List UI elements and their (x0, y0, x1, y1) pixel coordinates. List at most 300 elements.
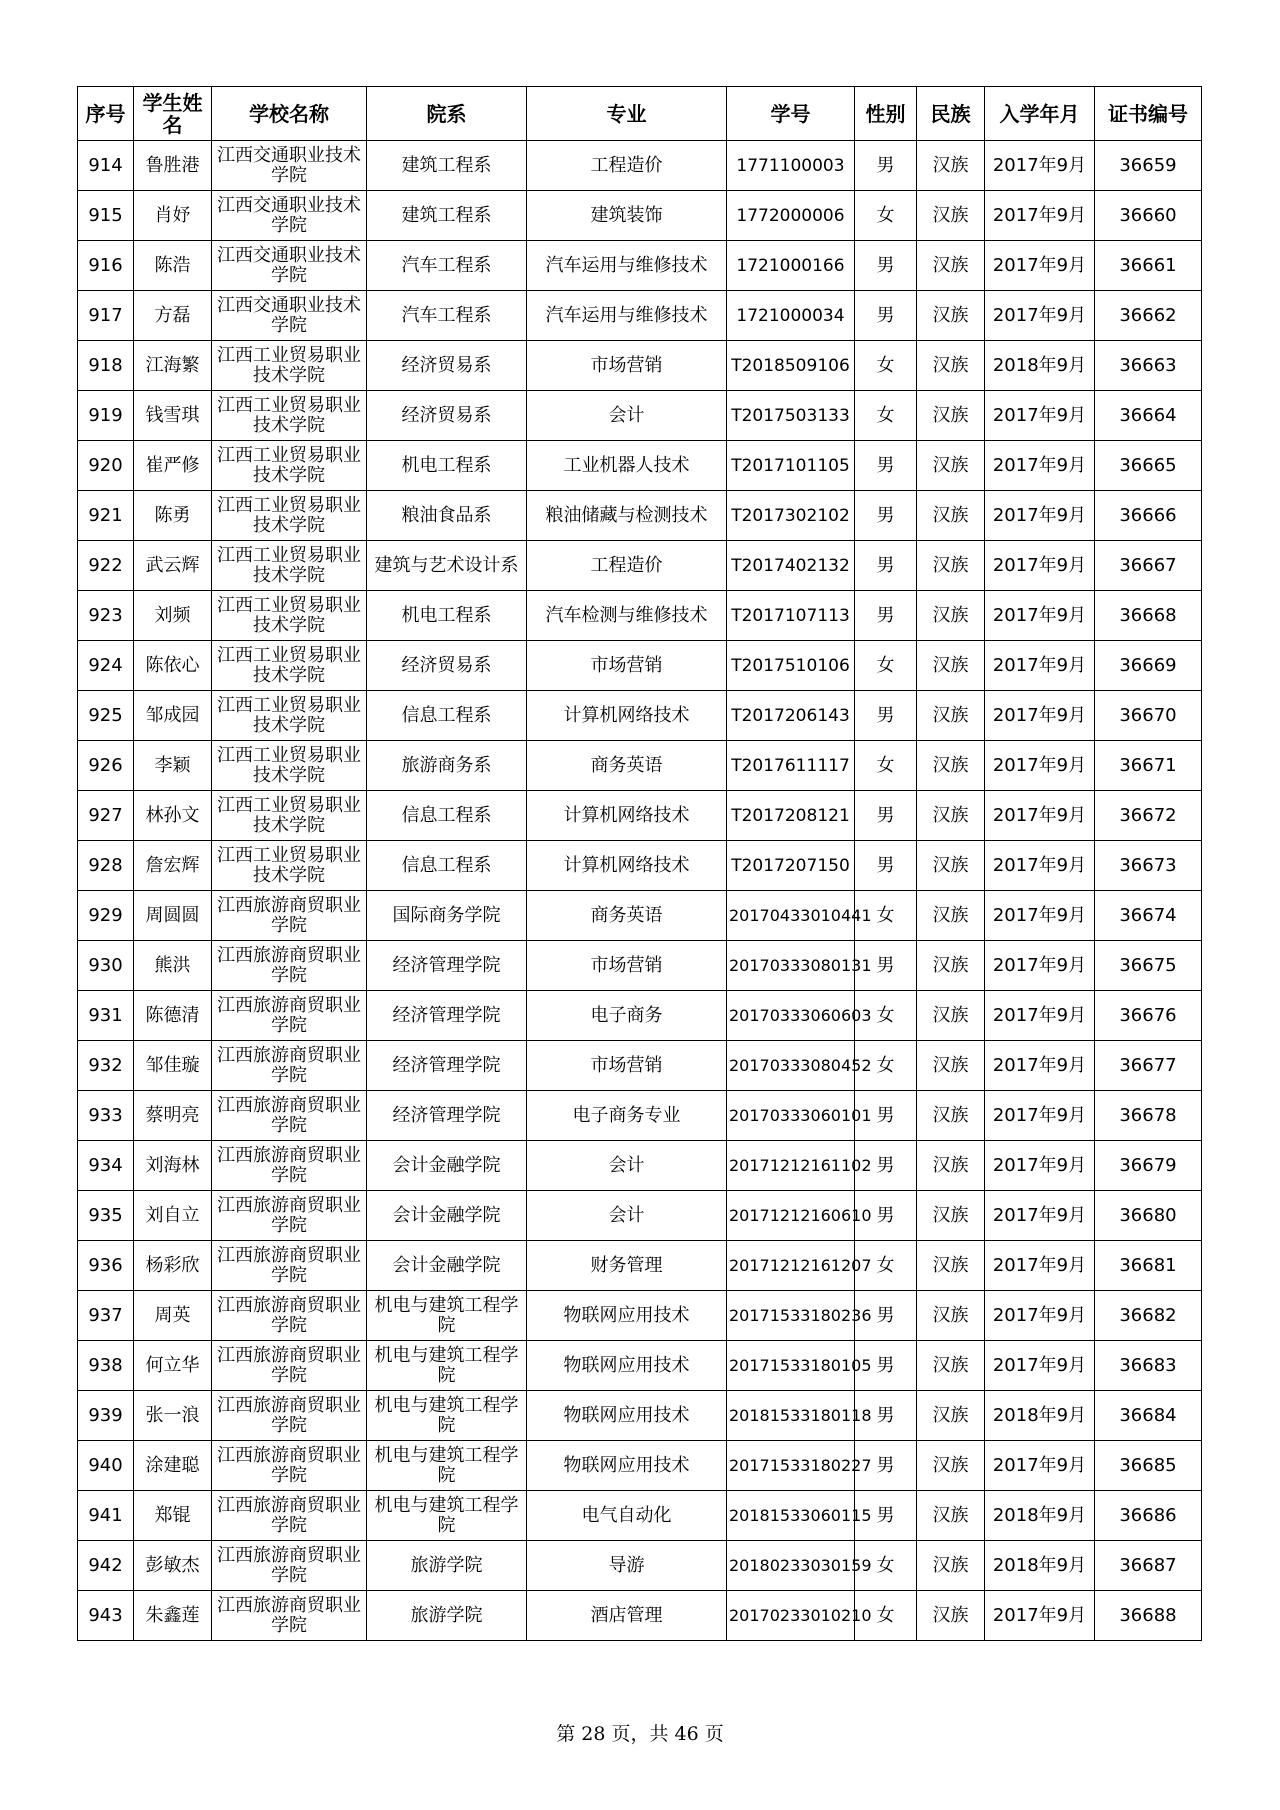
cell-index: 939 (78, 1391, 134, 1441)
cell-certificate-no: 36673 (1095, 841, 1202, 891)
cell-student-name: 杨彩欣 (134, 1241, 212, 1291)
cell-ethnicity: 汉族 (917, 341, 985, 391)
cell-enrollment: 2017年9月 (985, 891, 1095, 941)
cell-gender: 女 (855, 191, 917, 241)
cell-major: 电气自动化 (527, 1491, 727, 1541)
table-row (78, 591, 1202, 641)
table-row (78, 141, 1202, 191)
cell-student-id: 20170333080131 (727, 941, 855, 991)
cell-school: 江西工业贸易职业技术学院 (212, 491, 367, 541)
cell-school: 江西工业贸易职业技术学院 (212, 441, 367, 491)
cell-index: 937 (78, 1291, 134, 1341)
cell-enrollment: 2017年9月 (985, 1241, 1095, 1291)
cell-major: 汽车运用与维修技术 (527, 291, 727, 341)
header-cell: 专业 (527, 87, 727, 141)
cell-student-name: 周圆圆 (134, 891, 212, 941)
table-row (78, 691, 1202, 741)
cell-school: 江西交通职业技术学院 (212, 291, 367, 341)
cell-enrollment: 2017年9月 (985, 691, 1095, 741)
cell-major: 物联网应用技术 (527, 1291, 727, 1341)
cell-enrollment: 2017年9月 (985, 1191, 1095, 1241)
cell-school: 江西旅游商贸职业学院 (212, 1041, 367, 1091)
table-row (78, 741, 1202, 791)
cell-department: 经济贸易系 (367, 391, 527, 441)
cell-gender: 男 (855, 1441, 917, 1491)
header-cell: 证书编号 (1095, 87, 1202, 141)
cell-department: 机电与建筑工程学院 (367, 1441, 527, 1491)
cell-certificate-no: 36679 (1095, 1141, 1202, 1191)
cell-major: 计算机网络技术 (527, 691, 727, 741)
cell-student-id: 20180233030159 (727, 1541, 855, 1591)
cell-ethnicity: 汉族 (917, 1341, 985, 1391)
cell-gender: 男 (855, 841, 917, 891)
cell-index: 927 (78, 791, 134, 841)
cell-gender: 女 (855, 1541, 917, 1591)
cell-department: 旅游商务系 (367, 741, 527, 791)
cell-certificate-no: 36672 (1095, 791, 1202, 841)
cell-school: 江西旅游商贸职业学院 (212, 1091, 367, 1141)
cell-ethnicity: 汉族 (917, 1241, 985, 1291)
cell-gender: 女 (855, 341, 917, 391)
table-row (78, 1541, 1202, 1591)
cell-index: 920 (78, 441, 134, 491)
cell-ethnicity: 汉族 (917, 1591, 985, 1641)
cell-gender: 男 (855, 491, 917, 541)
cell-department: 汽车工程系 (367, 291, 527, 341)
cell-department: 经济管理学院 (367, 1091, 527, 1141)
cell-school: 江西工业贸易职业技术学院 (212, 541, 367, 591)
cell-ethnicity: 汉族 (917, 291, 985, 341)
cell-student-id: 20170433010441 (727, 891, 855, 941)
cell-department: 建筑工程系 (367, 141, 527, 191)
table-row (78, 291, 1202, 341)
cell-certificate-no: 36666 (1095, 491, 1202, 541)
cell-major: 会计 (527, 391, 727, 441)
cell-student-name: 崔严修 (134, 441, 212, 491)
cell-enrollment: 2017年9月 (985, 1041, 1095, 1091)
cell-enrollment: 2017年9月 (985, 841, 1095, 891)
table-row (78, 1041, 1202, 1091)
cell-major: 汽车检测与维修技术 (527, 591, 727, 641)
cell-major: 市场营销 (527, 1041, 727, 1091)
cell-ethnicity: 汉族 (917, 491, 985, 541)
cell-certificate-no: 36680 (1095, 1191, 1202, 1241)
cell-ethnicity: 汉族 (917, 691, 985, 741)
cell-gender: 男 (855, 1191, 917, 1241)
cell-gender: 女 (855, 741, 917, 791)
cell-enrollment: 2017年9月 (985, 1141, 1095, 1191)
cell-school: 江西旅游商贸职业学院 (212, 1491, 367, 1541)
cell-ethnicity: 汉族 (917, 891, 985, 941)
cell-enrollment: 2017年9月 (985, 141, 1095, 191)
table-row (78, 941, 1202, 991)
table-row (78, 1191, 1202, 1241)
cell-school: 江西旅游商贸职业学院 (212, 1541, 367, 1591)
cell-student-id: T2017207150 (727, 841, 855, 891)
cell-ethnicity: 汉族 (917, 141, 985, 191)
cell-major: 物联网应用技术 (527, 1341, 727, 1391)
cell-student-id: T2017611117 (727, 741, 855, 791)
cell-ethnicity: 汉族 (917, 791, 985, 841)
cell-major: 电子商务专业 (527, 1091, 727, 1141)
cell-student-name: 何立华 (134, 1341, 212, 1391)
cell-student-name: 周英 (134, 1291, 212, 1341)
table-row (78, 241, 1202, 291)
cell-certificate-no: 36678 (1095, 1091, 1202, 1141)
cell-index: 934 (78, 1141, 134, 1191)
cell-certificate-no: 36660 (1095, 191, 1202, 241)
cell-student-id: 20171212161207 (727, 1241, 855, 1291)
table-row (78, 791, 1202, 841)
cell-department: 信息工程系 (367, 841, 527, 891)
cell-ethnicity: 汉族 (917, 1391, 985, 1441)
cell-ethnicity: 汉族 (917, 1291, 985, 1341)
table-row (78, 991, 1202, 1041)
cell-major: 市场营销 (527, 341, 727, 391)
cell-certificate-no: 36659 (1095, 141, 1202, 191)
cell-ethnicity: 汉族 (917, 1441, 985, 1491)
cell-student-id: T2017107113 (727, 591, 855, 641)
cell-department: 经济管理学院 (367, 991, 527, 1041)
cell-student-name: 郑锟 (134, 1491, 212, 1541)
cell-department: 会计金融学院 (367, 1141, 527, 1191)
cell-gender: 女 (855, 1041, 917, 1091)
table-row (78, 641, 1202, 691)
table-row (78, 541, 1202, 591)
cell-index: 931 (78, 991, 134, 1041)
cell-ethnicity: 汉族 (917, 1491, 985, 1541)
cell-department: 经济贸易系 (367, 641, 527, 691)
table-row (78, 341, 1202, 391)
cell-certificate-no: 36665 (1095, 441, 1202, 491)
cell-department: 建筑与艺术设计系 (367, 541, 527, 591)
cell-index: 925 (78, 691, 134, 741)
cell-ethnicity: 汉族 (917, 1041, 985, 1091)
cell-school: 江西旅游商贸职业学院 (212, 891, 367, 941)
cell-student-name: 蔡明亮 (134, 1091, 212, 1141)
cell-enrollment: 2018年9月 (985, 1391, 1095, 1441)
cell-school: 江西旅游商贸职业学院 (212, 1291, 367, 1341)
cell-student-name: 李颖 (134, 741, 212, 791)
cell-enrollment: 2017年9月 (985, 791, 1095, 841)
header-cell: 学校名称 (212, 87, 367, 141)
cell-student-id: 20170333060101 (727, 1091, 855, 1141)
cell-enrollment: 2017年9月 (985, 1591, 1095, 1641)
cell-ethnicity: 汉族 (917, 841, 985, 891)
cell-enrollment: 2017年9月 (985, 941, 1095, 991)
cell-student-name: 陈依心 (134, 641, 212, 691)
cell-ethnicity: 汉族 (917, 741, 985, 791)
cell-enrollment: 2017年9月 (985, 291, 1095, 341)
cell-student-name: 熊洪 (134, 941, 212, 991)
cell-student-name: 刘自立 (134, 1191, 212, 1241)
cell-ethnicity: 汉族 (917, 941, 985, 991)
table-row (78, 1591, 1202, 1641)
cell-department: 经济贸易系 (367, 341, 527, 391)
cell-major: 酒店管理 (527, 1591, 727, 1641)
cell-index: 919 (78, 391, 134, 441)
cell-enrollment: 2018年9月 (985, 341, 1095, 391)
cell-gender: 女 (855, 1591, 917, 1641)
cell-school: 江西交通职业技术学院 (212, 141, 367, 191)
cell-department: 信息工程系 (367, 691, 527, 741)
cell-ethnicity: 汉族 (917, 591, 985, 641)
table-row (78, 891, 1202, 941)
table-row (78, 491, 1202, 541)
cell-department: 机电与建筑工程学院 (367, 1491, 527, 1541)
cell-major: 计算机网络技术 (527, 791, 727, 841)
table-row (78, 1091, 1202, 1141)
cell-student-name: 武云辉 (134, 541, 212, 591)
cell-index: 930 (78, 941, 134, 991)
cell-ethnicity: 汉族 (917, 241, 985, 291)
cell-department: 机电工程系 (367, 591, 527, 641)
table-row (78, 1241, 1202, 1291)
cell-index: 935 (78, 1191, 134, 1241)
cell-enrollment: 2017年9月 (985, 741, 1095, 791)
cell-school: 江西旅游商贸职业学院 (212, 1591, 367, 1641)
cell-student-id: T2017208121 (727, 791, 855, 841)
cell-gender: 男 (855, 1291, 917, 1341)
cell-ethnicity: 汉族 (917, 991, 985, 1041)
cell-major: 市场营销 (527, 941, 727, 991)
table-body (78, 141, 1202, 1641)
cell-student-id: T2018509106 (727, 341, 855, 391)
cell-gender: 男 (855, 141, 917, 191)
cell-department: 机电与建筑工程学院 (367, 1391, 527, 1441)
table-row (78, 441, 1202, 491)
cell-student-name: 方磊 (134, 291, 212, 341)
cell-index: 914 (78, 141, 134, 191)
cell-student-id: 1721000166 (727, 241, 855, 291)
cell-student-name: 肖妤 (134, 191, 212, 241)
cell-certificate-no: 36662 (1095, 291, 1202, 341)
cell-gender: 男 (855, 691, 917, 741)
cell-student-name: 钱雪琪 (134, 391, 212, 441)
cell-ethnicity: 汉族 (917, 641, 985, 691)
cell-student-name: 陈德清 (134, 991, 212, 1041)
cell-department: 旅游学院 (367, 1541, 527, 1591)
cell-department: 旅游学院 (367, 1591, 527, 1641)
cell-school: 江西工业贸易职业技术学院 (212, 391, 367, 441)
header-cell: 入学年月 (985, 87, 1095, 141)
cell-index: 916 (78, 241, 134, 291)
cell-index: 942 (78, 1541, 134, 1591)
cell-student-name: 彭敏杰 (134, 1541, 212, 1591)
cell-ethnicity: 汉族 (917, 1141, 985, 1191)
cell-ethnicity: 汉族 (917, 1191, 985, 1241)
cell-school: 江西工业贸易职业技术学院 (212, 791, 367, 841)
cell-school: 江西工业贸易职业技术学院 (212, 341, 367, 391)
cell-student-id: 20171533180105 (727, 1341, 855, 1391)
cell-gender: 男 (855, 441, 917, 491)
cell-ethnicity: 汉族 (917, 541, 985, 591)
cell-student-name: 江海繁 (134, 341, 212, 391)
cell-major: 粮油储藏与检测技术 (527, 491, 727, 541)
cell-enrollment: 2017年9月 (985, 1341, 1095, 1391)
cell-enrollment: 2017年9月 (985, 391, 1095, 441)
cell-student-id: 1771100003 (727, 141, 855, 191)
cell-student-id: 20170233010210 (727, 1591, 855, 1641)
cell-department: 机电与建筑工程学院 (367, 1341, 527, 1391)
cell-gender: 女 (855, 991, 917, 1041)
cell-index: 938 (78, 1341, 134, 1391)
table-row (78, 1291, 1202, 1341)
cell-department: 机电工程系 (367, 441, 527, 491)
cell-certificate-no: 36688 (1095, 1591, 1202, 1641)
cell-department: 会计金融学院 (367, 1241, 527, 1291)
cell-major: 物联网应用技术 (527, 1391, 727, 1441)
header-cell: 学号 (727, 87, 855, 141)
header-cell: 序号 (78, 87, 134, 141)
cell-student-id: T2017503133 (727, 391, 855, 441)
cell-index: 918 (78, 341, 134, 391)
cell-major: 会计 (527, 1141, 727, 1191)
header-cell: 学生姓名 (134, 87, 212, 141)
cell-enrollment: 2017年9月 (985, 1291, 1095, 1341)
cell-gender: 女 (855, 641, 917, 691)
cell-index: 915 (78, 191, 134, 241)
cell-index: 941 (78, 1491, 134, 1541)
cell-certificate-no: 36668 (1095, 591, 1202, 641)
cell-gender: 男 (855, 941, 917, 991)
cell-student-id: 20171212160610 (727, 1191, 855, 1241)
cell-major: 工程造价 (527, 141, 727, 191)
table-row (78, 1441, 1202, 1491)
cell-index: 932 (78, 1041, 134, 1091)
cell-major: 市场营销 (527, 641, 727, 691)
cell-major: 导游 (527, 1541, 727, 1591)
cell-student-id: 20170333080452 (727, 1041, 855, 1091)
cell-enrollment: 2017年9月 (985, 1091, 1095, 1141)
cell-major: 工业机器人技术 (527, 441, 727, 491)
cell-student-name: 朱鑫莲 (134, 1591, 212, 1641)
cell-enrollment: 2017年9月 (985, 441, 1095, 491)
cell-major: 计算机网络技术 (527, 841, 727, 891)
cell-department: 建筑工程系 (367, 191, 527, 241)
cell-certificate-no: 36687 (1095, 1541, 1202, 1591)
cell-gender: 女 (855, 391, 917, 441)
cell-student-id: T2017101105 (727, 441, 855, 491)
table-row (78, 391, 1202, 441)
cell-major: 建筑装饰 (527, 191, 727, 241)
table-row (78, 191, 1202, 241)
cell-certificate-no: 36670 (1095, 691, 1202, 741)
cell-student-name: 涂建聪 (134, 1441, 212, 1491)
cell-student-id: T2017302102 (727, 491, 855, 541)
cell-gender: 男 (855, 1141, 917, 1191)
cell-certificate-no: 36664 (1095, 391, 1202, 441)
cell-student-name: 张一浪 (134, 1391, 212, 1441)
table-row (78, 1391, 1202, 1441)
cell-enrollment: 2017年9月 (985, 991, 1095, 1041)
cell-major: 物联网应用技术 (527, 1441, 727, 1491)
cell-certificate-no: 36669 (1095, 641, 1202, 691)
cell-school: 江西旅游商贸职业学院 (212, 1441, 367, 1491)
cell-school: 江西工业贸易职业技术学院 (212, 841, 367, 891)
cell-enrollment: 2017年9月 (985, 641, 1095, 691)
table-row (78, 1141, 1202, 1191)
cell-index: 943 (78, 1591, 134, 1641)
table-row (78, 841, 1202, 891)
cell-student-name: 鲁胜港 (134, 141, 212, 191)
cell-index: 940 (78, 1441, 134, 1491)
page-footer: 第 28 页，共 46 页 (556, 1723, 724, 1745)
cell-gender: 男 (855, 291, 917, 341)
cell-school: 江西工业贸易职业技术学院 (212, 741, 367, 791)
cell-student-name: 邹成园 (134, 691, 212, 741)
cell-student-id: T2017510106 (727, 641, 855, 691)
cell-student-id: 1721000034 (727, 291, 855, 341)
cell-gender: 女 (855, 1241, 917, 1291)
cell-enrollment: 2017年9月 (985, 1441, 1095, 1491)
cell-department: 机电与建筑工程学院 (367, 1291, 527, 1341)
cell-school: 江西工业贸易职业技术学院 (212, 641, 367, 691)
cell-certificate-no: 36671 (1095, 741, 1202, 791)
cell-major: 会计 (527, 1191, 727, 1241)
cell-index: 917 (78, 291, 134, 341)
header-cell: 院系 (367, 87, 527, 141)
cell-student-id: T2017402132 (727, 541, 855, 591)
cell-enrollment: 2017年9月 (985, 241, 1095, 291)
cell-certificate-no: 36661 (1095, 241, 1202, 291)
cell-index: 933 (78, 1091, 134, 1141)
cell-index: 929 (78, 891, 134, 941)
cell-major: 电子商务 (527, 991, 727, 1041)
cell-school: 江西旅游商贸职业学院 (212, 941, 367, 991)
cell-department: 会计金融学院 (367, 1191, 527, 1241)
cell-ethnicity: 汉族 (917, 1541, 985, 1591)
cell-school: 江西交通职业技术学院 (212, 191, 367, 241)
cell-certificate-no: 36675 (1095, 941, 1202, 991)
cell-enrollment: 2018年9月 (985, 1541, 1095, 1591)
cell-gender: 男 (855, 1091, 917, 1141)
cell-index: 936 (78, 1241, 134, 1291)
cell-enrollment: 2017年9月 (985, 541, 1095, 591)
cell-major: 商务英语 (527, 891, 727, 941)
cell-major: 工程造价 (527, 541, 727, 591)
cell-major: 商务英语 (527, 741, 727, 791)
table-row (78, 1341, 1202, 1391)
cell-index: 924 (78, 641, 134, 691)
cell-certificate-no: 36683 (1095, 1341, 1202, 1391)
cell-student-id: 20171212161102 (727, 1141, 855, 1191)
cell-ethnicity: 汉族 (917, 1091, 985, 1141)
cell-gender: 男 (855, 1341, 917, 1391)
cell-school: 江西旅游商贸职业学院 (212, 991, 367, 1041)
cell-student-id: 20171533180227 (727, 1441, 855, 1491)
cell-school: 江西旅游商贸职业学院 (212, 1241, 367, 1291)
cell-major: 汽车运用与维修技术 (527, 241, 727, 291)
cell-student-name: 詹宏辉 (134, 841, 212, 891)
cell-enrollment: 2017年9月 (985, 491, 1095, 541)
cell-department: 经济管理学院 (367, 941, 527, 991)
header-cell: 性别 (855, 87, 917, 141)
cell-certificate-no: 36684 (1095, 1391, 1202, 1441)
cell-department: 国际商务学院 (367, 891, 527, 941)
cell-enrollment: 2017年9月 (985, 191, 1095, 241)
cell-student-name: 刘海林 (134, 1141, 212, 1191)
table-header-row (78, 87, 1202, 141)
cell-student-id: T2017206143 (727, 691, 855, 741)
cell-school: 江西旅游商贸职业学院 (212, 1391, 367, 1441)
cell-department: 汽车工程系 (367, 241, 527, 291)
cell-certificate-no: 36674 (1095, 891, 1202, 941)
cell-gender: 男 (855, 541, 917, 591)
cell-department: 信息工程系 (367, 791, 527, 841)
cell-student-name: 刘频 (134, 591, 212, 641)
cell-index: 921 (78, 491, 134, 541)
